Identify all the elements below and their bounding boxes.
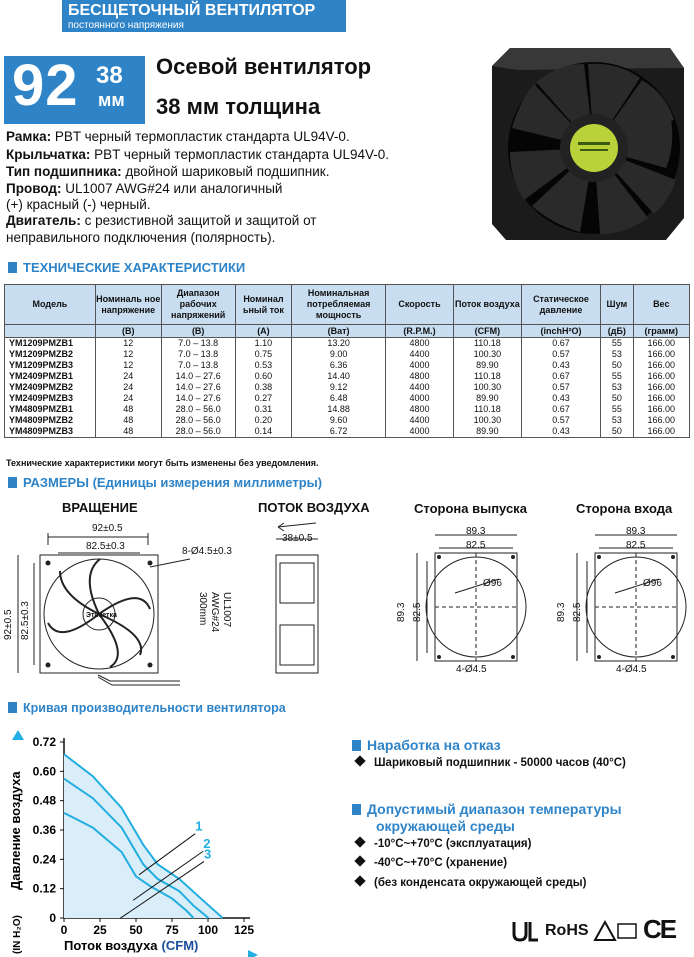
col-header: Вес bbox=[633, 285, 689, 325]
table-cell: YM1209PMZB1 bbox=[5, 338, 96, 350]
dim-holes: 8-Ø4.5±0.3 bbox=[182, 546, 232, 557]
wire-spec-1: UL1007 bbox=[221, 592, 232, 628]
y-tick-label: 0.48 bbox=[32, 793, 56, 808]
spec-line: (+) красный (-) черный. bbox=[6, 197, 151, 212]
spec-line: неправильного подключения (полярность). bbox=[6, 230, 276, 245]
table-cell: YM2409PMZB3 bbox=[5, 393, 96, 404]
table-cell: 110.18 bbox=[453, 404, 521, 415]
table-cell: 53 bbox=[601, 382, 633, 393]
table-header-row bbox=[5, 285, 690, 325]
table-cell: 100.30 bbox=[453, 349, 521, 360]
table-cell: 4800 bbox=[386, 404, 454, 415]
table-row bbox=[5, 415, 690, 426]
wire-spec-3: 300mm bbox=[197, 592, 208, 626]
spec-line: Тип подшипника: двойной шариковый подшипник. bbox=[6, 164, 330, 179]
outlet-dim-893: 89.3 bbox=[466, 526, 486, 537]
col-header: Модель bbox=[5, 285, 96, 325]
outlet-holes: 4-Ø4.5 bbox=[456, 664, 487, 675]
table-row bbox=[5, 393, 690, 404]
table-cell: 4000 bbox=[386, 426, 454, 438]
fan-label-text: Этикетка bbox=[86, 612, 117, 619]
x-tick-label: 25 bbox=[93, 923, 107, 937]
x-tick-label: 75 bbox=[165, 923, 179, 937]
table-cell: 1.10 bbox=[235, 338, 291, 350]
table-cell: 0.67 bbox=[521, 371, 600, 382]
table-cell: 48 bbox=[95, 404, 161, 415]
y-tick-label: 0 bbox=[49, 911, 56, 925]
table-cell: 0.75 bbox=[235, 349, 291, 360]
col-header: Номинальная потребляемая мощность bbox=[292, 285, 386, 325]
product-title: Осевой вентилятор bbox=[156, 54, 372, 79]
spec-line: Двигатель: с резистивной защитой и защитой от bbox=[6, 213, 317, 228]
table-cell: 28.0 – 56.0 bbox=[161, 426, 235, 438]
size-badge bbox=[4, 53, 145, 124]
series-label: 1 bbox=[195, 818, 203, 834]
table-cell: 110.18 bbox=[453, 338, 521, 350]
outlet-dim-825-vert: 82.5 bbox=[412, 602, 423, 622]
table-cell: 100.30 bbox=[453, 415, 521, 426]
fan-label-sticker bbox=[570, 124, 618, 172]
table-cell: 50 bbox=[601, 393, 633, 404]
table-cell: 7.0 – 13.8 bbox=[161, 349, 235, 360]
table-cell: 12 bbox=[95, 338, 161, 350]
table-cell: 0.14 bbox=[235, 426, 291, 438]
outlet-dim-893-vert: 89.3 bbox=[396, 602, 407, 622]
col-header: Номинал ьный ток bbox=[235, 285, 291, 325]
table-cell: 0.43 bbox=[521, 393, 600, 404]
temp-item: (без конденсата окружающей среды) bbox=[356, 877, 586, 889]
table-cell: 13.20 bbox=[292, 338, 386, 350]
table-cell: 9.00 bbox=[292, 349, 386, 360]
life-item: Шариковый подшипник - 50000 часов (40°C) bbox=[356, 757, 626, 769]
table-row bbox=[5, 426, 690, 438]
size-small: 38 bbox=[96, 62, 123, 89]
table-cell: 89.90 bbox=[453, 426, 521, 438]
outlet-label: Сторона выпуска bbox=[414, 501, 527, 516]
y-tick-label: 0.12 bbox=[32, 881, 56, 896]
curve-section-title: Кривая производительности вентилятора bbox=[8, 701, 286, 715]
table-cell: 166.00 bbox=[633, 360, 689, 371]
table-cell: 48 bbox=[95, 426, 161, 438]
size-big: 92 bbox=[12, 53, 79, 118]
inlet-label: Сторона входа bbox=[576, 501, 673, 516]
table-cell: 0.43 bbox=[521, 426, 600, 438]
table-cell: 55 bbox=[601, 338, 633, 350]
rohs-mark: RoHS bbox=[545, 922, 589, 939]
wire-spec-2: AWG#24 bbox=[209, 592, 220, 633]
y-axis-unit: (IN H₂O) bbox=[12, 915, 23, 954]
table-cell: 166.00 bbox=[633, 415, 689, 426]
life-title: Наработка на отказ bbox=[352, 737, 501, 753]
table-cell: 0.38 bbox=[235, 382, 291, 393]
series-label: 2 bbox=[203, 836, 211, 852]
table-row bbox=[5, 360, 690, 371]
dim-92: 92±0.5 bbox=[92, 523, 123, 534]
table-cell: 28.0 – 56.0 bbox=[161, 404, 235, 415]
product-thickness: 38 мм толщина bbox=[156, 94, 321, 119]
x-tick-label: 0 bbox=[60, 923, 68, 937]
spec-line: Крыльчатка: PBT черный термопластик стандарта UL94V-0. bbox=[6, 147, 390, 162]
table-cell: 166.00 bbox=[633, 404, 689, 415]
performance-chart bbox=[0, 728, 270, 957]
airflow-label: ПОТОК ВОЗДУХА bbox=[258, 500, 370, 515]
x-tick-label: 125 bbox=[233, 923, 255, 937]
table-cell: 89.90 bbox=[453, 360, 521, 371]
table-cell: 4800 bbox=[386, 338, 454, 350]
header-subtitle: постоянного напряжения bbox=[68, 20, 184, 31]
table-cell: 7.0 – 13.8 bbox=[161, 360, 235, 371]
size-unit: мм bbox=[98, 90, 125, 110]
table-cell: YM2409PMZB1 bbox=[5, 371, 96, 382]
x-tick-label: 50 bbox=[129, 923, 143, 937]
table-cell: 53 bbox=[601, 349, 633, 360]
table-cell: YM4809PMZB2 bbox=[5, 415, 96, 426]
table-cell: 0.67 bbox=[521, 404, 600, 415]
inlet-dim-825-vert: 82.5 bbox=[572, 602, 583, 622]
table-cell: 12 bbox=[95, 349, 161, 360]
table-cell: 0.31 bbox=[235, 404, 291, 415]
table-cell: 14.0 – 27.6 bbox=[161, 382, 235, 393]
table-cell: 6.72 bbox=[292, 426, 386, 438]
table-cell: YM4809PMZB1 bbox=[5, 404, 96, 415]
table-cell: 4800 bbox=[386, 371, 454, 382]
ce-mark: CE bbox=[643, 914, 676, 944]
series-label: 3 bbox=[204, 846, 212, 862]
inlet-dim-96: Ø96 bbox=[643, 578, 662, 589]
y-tick-label: 0.72 bbox=[32, 735, 56, 749]
table-cell: 4400 bbox=[386, 382, 454, 393]
table-cell: 28.0 – 56.0 bbox=[161, 415, 235, 426]
table-cell: 12 bbox=[95, 360, 161, 371]
y-axis-title: Давление воздуха bbox=[8, 771, 23, 890]
rotation-label: ВРАЩЕНИЕ bbox=[62, 500, 138, 515]
table-cell: 24 bbox=[95, 371, 161, 382]
table-cell: 6.48 bbox=[292, 393, 386, 404]
y-tick-label: 0.24 bbox=[32, 852, 56, 867]
col-header: Скорость bbox=[386, 285, 454, 325]
inlet-holes: 4-Ø4.5 bbox=[616, 664, 647, 675]
table-cell: 166.00 bbox=[633, 393, 689, 404]
table-row bbox=[5, 349, 690, 360]
table-cell: 0.20 bbox=[235, 415, 291, 426]
table-cell: 100.30 bbox=[453, 382, 521, 393]
col-header: Поток воздуха bbox=[453, 285, 521, 325]
table-cell: 55 bbox=[601, 371, 633, 382]
x-axis-arrow-icon bbox=[248, 950, 258, 957]
col-header: Диапазон рабочих напряжений bbox=[161, 285, 235, 325]
table-cell: 166.00 bbox=[633, 371, 689, 382]
table-cell: 14.88 bbox=[292, 404, 386, 415]
inlet-dim-825: 82.5 bbox=[626, 540, 646, 551]
spec-line: Рамка: PBT черный термопластик стандарта UL94V-0. bbox=[6, 129, 350, 144]
table-cell: 0.60 bbox=[235, 371, 291, 382]
table-cell: 166.00 bbox=[633, 349, 689, 360]
table-cell: 0.67 bbox=[521, 338, 600, 350]
table-row bbox=[5, 382, 690, 393]
dims-section-title: РАЗМЕРЫ (Единицы измерения миллиметры) bbox=[8, 475, 322, 490]
y-axis-arrow-icon bbox=[12, 730, 24, 740]
table-cell: YM4809PMZB3 bbox=[5, 426, 96, 438]
table-cell: 0.57 bbox=[521, 349, 600, 360]
table-note: Технические характеристики могут быть изменены без уведомления. bbox=[6, 458, 319, 468]
x-tick-label: 100 bbox=[197, 923, 219, 937]
table-row bbox=[5, 404, 690, 415]
outlet-dim-825: 82.5 bbox=[466, 540, 486, 551]
table-cell: 110.18 bbox=[453, 371, 521, 382]
x-axis-title: Поток воздуха (CFM) bbox=[64, 938, 199, 953]
table-cell: 9.12 bbox=[292, 382, 386, 393]
table-row bbox=[5, 371, 690, 382]
table-cell: 166.00 bbox=[633, 382, 689, 393]
dim-38: 38±0.5 bbox=[282, 533, 313, 544]
outlet-dim-96: Ø96 bbox=[483, 578, 502, 589]
spec-line: Провод: UL1007 AWG#24 или аналогичный bbox=[6, 181, 283, 196]
table-cell: 4400 bbox=[386, 349, 454, 360]
table-cell: 9.60 bbox=[292, 415, 386, 426]
table-cell: 89.90 bbox=[453, 393, 521, 404]
fan-photo bbox=[470, 18, 692, 246]
spec-table bbox=[4, 284, 690, 438]
table-cell: 0.57 bbox=[521, 382, 600, 393]
col-header: Номиналь ное напряжение bbox=[95, 285, 161, 325]
table-cell: 0.27 bbox=[235, 393, 291, 404]
table-cell: 24 bbox=[95, 393, 161, 404]
dim-92-vert: 92±0.5 bbox=[3, 609, 14, 640]
col-header: Шум bbox=[601, 285, 633, 325]
table-cell: YM2409PMZB2 bbox=[5, 382, 96, 393]
inlet-dim-893: 89.3 bbox=[626, 526, 646, 537]
table-cell: 4000 bbox=[386, 393, 454, 404]
table-cell: 50 bbox=[601, 426, 633, 438]
temp-item: -10°C~+70°C (эксплуатация) bbox=[356, 838, 531, 850]
table-cell: 14.0 – 27.6 bbox=[161, 393, 235, 404]
table-cell: 14.40 bbox=[292, 371, 386, 382]
table-cell: 7.0 – 13.8 bbox=[161, 338, 235, 350]
tuv-mark-icon bbox=[592, 918, 638, 944]
temp-title-2: окружающей среды bbox=[376, 818, 515, 834]
dim-825: 82.5±0.3 bbox=[86, 541, 125, 552]
table-row bbox=[5, 338, 690, 350]
table-cell: 50 bbox=[601, 360, 633, 371]
table-cell: 4000 bbox=[386, 360, 454, 371]
temp-title: Допустимый диапазон температуры bbox=[352, 801, 622, 817]
table-cell: 0.43 bbox=[521, 360, 600, 371]
header-title: БЕСЩЕТОЧНЫЙ ВЕНТИЛЯТОР bbox=[68, 2, 316, 19]
table-cell: 166.00 bbox=[633, 426, 689, 438]
table-cell: 4400 bbox=[386, 415, 454, 426]
y-tick-label: 0.36 bbox=[32, 823, 56, 837]
table-cell: YM1209PMZB3 bbox=[5, 360, 96, 371]
table-units-row: (В) (В) (А) (Ват) (R.P.M.) (CFM) (inchH²O) (дБ) (грамм) bbox=[5, 325, 690, 338]
table-cell: YM1209PMZB2 bbox=[5, 349, 96, 360]
table-cell: 48 bbox=[95, 415, 161, 426]
table-cell: 24 bbox=[95, 382, 161, 393]
ul-mark-icon bbox=[510, 918, 540, 944]
table-cell: 6.36 bbox=[292, 360, 386, 371]
tech-section-title: ТЕХНИЧЕСКИЕ ХАРАКТЕРИСТИКИ bbox=[8, 260, 245, 275]
col-header: Статическое давление bbox=[521, 285, 600, 325]
temp-item: -40°C~+70°C (хранение) bbox=[356, 857, 507, 869]
y-tick-label: 0.60 bbox=[32, 764, 56, 779]
table-cell: 53 bbox=[601, 415, 633, 426]
table-cell: 0.53 bbox=[235, 360, 291, 371]
inlet-dim-893-vert: 89.3 bbox=[556, 602, 567, 622]
table-cell: 55 bbox=[601, 404, 633, 415]
table-cell: 14.0 – 27.6 bbox=[161, 371, 235, 382]
dim-825-vert: 82.5±0.3 bbox=[20, 601, 31, 640]
header-banner bbox=[62, 0, 346, 32]
table-cell: 0.57 bbox=[521, 415, 600, 426]
table-cell: 166.00 bbox=[633, 338, 689, 350]
